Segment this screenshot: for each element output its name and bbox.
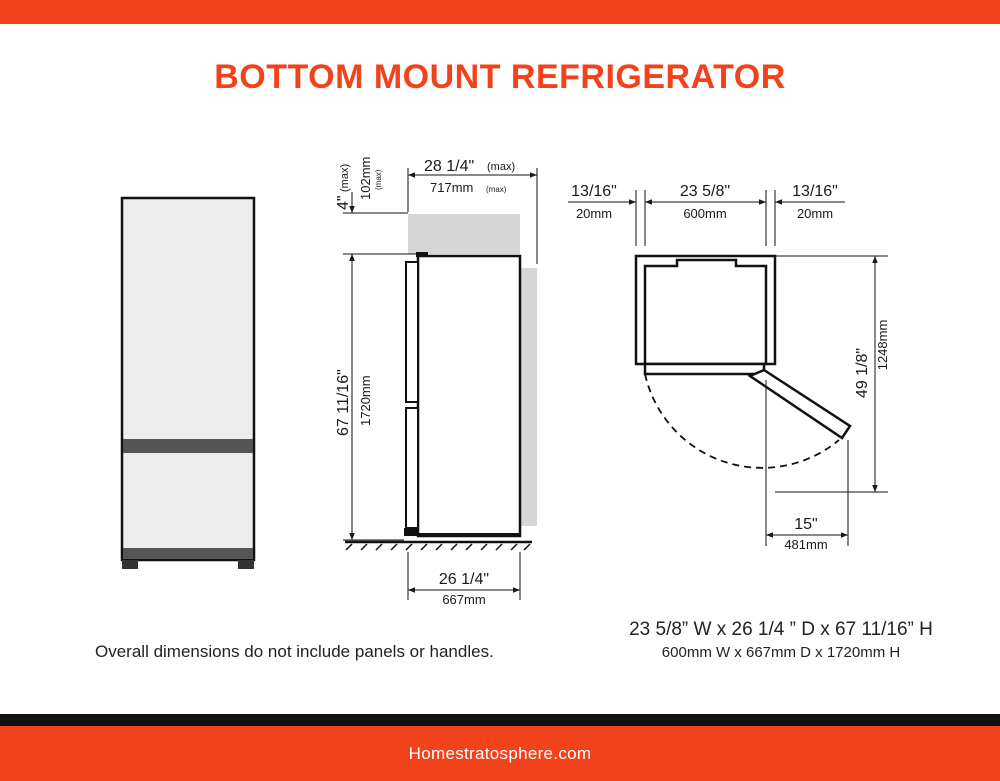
right-gap-metric: 20mm (796, 206, 834, 221)
top-width-imperial-label: 23 5/8" (679, 183, 731, 200)
clearance-metric: 102mm (358, 156, 373, 200)
base-kick-band (123, 548, 253, 559)
height-metric: 1720mm (358, 375, 373, 426)
right-foot (238, 560, 254, 569)
dimensions-note: Overall dimensions do not include panels or handles. (95, 642, 494, 661)
door-divider-band (123, 439, 253, 453)
top-width-metric-label: 600mm (683, 206, 727, 221)
hinge-bottom (404, 528, 418, 536)
summary-metric: 600mm W x 667mm D x 1720mm H (661, 644, 901, 661)
fridge-body (122, 198, 254, 560)
clearance-imperial-qualifier: (max) (339, 163, 351, 192)
site-link[interactable]: Homestratosphere.com (408, 743, 592, 763)
clearance-metric-qualifier: (max) (374, 169, 383, 190)
top-width-metric: 717mm (430, 180, 474, 195)
door-swing-arc (645, 374, 839, 468)
summary-imperial: 23 5/8” W x 26 1/4 ” D x 67 11/16” H (629, 619, 933, 640)
clearance-imperial: 4" (335, 195, 352, 210)
depth-metric: 667mm (442, 592, 486, 607)
floor-hatching (346, 544, 530, 550)
top-body-outline (636, 256, 775, 364)
side-view (335, 157, 537, 607)
door-offset-metric: 481mm (784, 537, 828, 552)
front-view (122, 198, 254, 569)
top-width-metric-qualifier: (max) (486, 185, 507, 194)
top-clearance-zone (408, 214, 520, 254)
right-gap-imperial: 13/16" (792, 183, 838, 200)
door-offset-imperial: 15" (794, 516, 818, 533)
side-upper-door (406, 262, 418, 402)
left-gap-imperial: 13/16" (571, 183, 617, 200)
footer-bar (0, 726, 1000, 781)
top-width-imperial-qualifier: (max) (487, 161, 516, 173)
door-swing-metric: 1248mm (875, 319, 890, 371)
top-width-imperial: 28 1/4" (424, 158, 475, 175)
height-imperial: 67 11/16" (335, 369, 352, 436)
door-swing-imperial: 49 1/8" (854, 347, 871, 399)
depth-imperial: 26 1/4" (438, 571, 490, 588)
top-door-open (750, 370, 850, 438)
side-lower-door (406, 408, 418, 528)
top-view (568, 183, 890, 552)
page-title: BOTTOM MOUNT REFRIGERATOR (214, 58, 786, 96)
left-gap-metric: 20mm (575, 206, 613, 221)
side-body (418, 256, 520, 536)
left-foot (122, 560, 138, 569)
footer-divider (0, 714, 1000, 726)
top-door-closed (645, 364, 764, 374)
side-base (418, 533, 520, 537)
rear-clearance-zone (520, 268, 537, 526)
